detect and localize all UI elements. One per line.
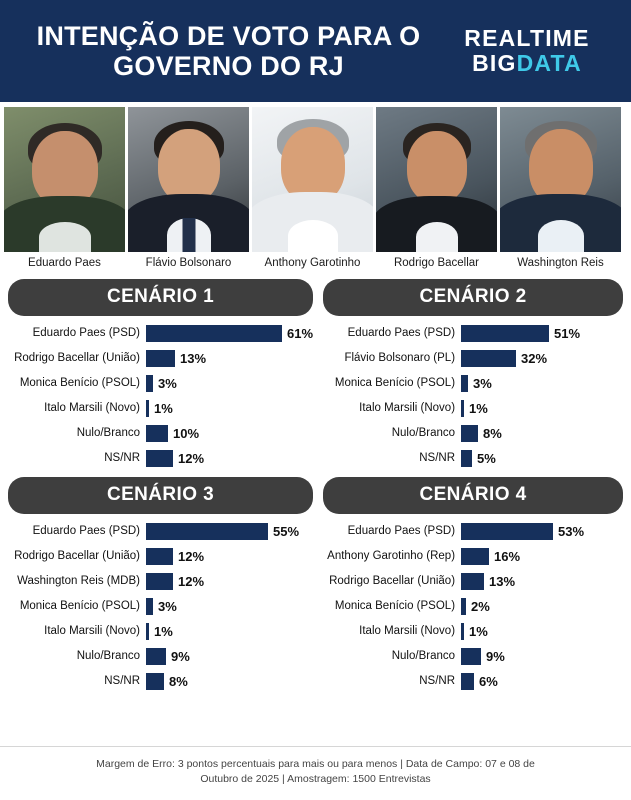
scenario-title: CENÁRIO 1 — [8, 279, 313, 316]
bar-value: 6% — [479, 673, 498, 689]
candidate-name: Washington Reis — [517, 257, 604, 269]
bar-row — [323, 570, 623, 592]
brand-big: BIG — [472, 49, 517, 76]
bar-label: Italo Marsili (Novo) — [44, 402, 140, 414]
scenario-title: CENÁRIO 4 — [323, 477, 623, 514]
bar-row — [323, 620, 623, 642]
bar-label: Italo Marsili (Novo) — [44, 625, 140, 637]
scenario-1 — [8, 279, 313, 469]
bar-value: 1% — [469, 623, 488, 639]
bar-label: NS/NR — [104, 452, 140, 464]
bar — [146, 598, 153, 615]
candidate-card — [500, 107, 621, 273]
bar-row — [8, 447, 313, 469]
bar-value: 61% — [287, 325, 314, 341]
bar-label: Rodrigo Bacellar (União) — [14, 550, 140, 562]
bar — [146, 375, 153, 392]
bar — [461, 573, 484, 590]
bar-value: 9% — [171, 648, 190, 664]
scenario-4 — [323, 477, 623, 692]
bar-value: 55% — [273, 523, 300, 539]
bar-label: Nulo/Branco — [391, 650, 456, 662]
bar — [461, 548, 489, 565]
bar — [146, 325, 282, 342]
bar-rows — [8, 322, 313, 469]
bar-label: Nulo/Branco — [391, 427, 456, 439]
bar — [146, 523, 268, 540]
scenario-grid — [0, 273, 631, 692]
bar-value: 1% — [154, 623, 173, 639]
scenario-3 — [8, 477, 313, 692]
bar-value: 13% — [489, 573, 516, 589]
bar-row — [323, 372, 623, 394]
bar-label: Nulo/Branco — [76, 427, 140, 439]
bar-value: 13% — [180, 350, 207, 366]
bar — [461, 523, 553, 540]
bar-value: 16% — [494, 548, 521, 564]
bar-label: Rodrigo Bacellar (União) — [329, 575, 456, 587]
bar-label: Monica Benício (PSOL) — [334, 600, 456, 612]
bar-row — [323, 447, 623, 469]
bar-label: Anthony Garotinho (Rep) — [327, 550, 456, 562]
bar — [461, 375, 468, 392]
bar-label: Eduardo Paes (PSD) — [347, 327, 456, 339]
bar-row — [8, 322, 313, 344]
bar-row — [8, 595, 313, 617]
scenario-title: CENÁRIO 2 — [323, 279, 623, 316]
bar — [146, 648, 166, 665]
bar-rows — [8, 520, 313, 692]
bar-value: 3% — [473, 375, 492, 391]
bar-value: 3% — [158, 375, 177, 391]
bar-label: Monica Benício (PSOL) — [334, 377, 456, 389]
bar — [146, 350, 175, 367]
bar-row — [323, 520, 623, 542]
bar-row — [8, 670, 313, 692]
bar-label: Eduardo Paes (PSD) — [32, 525, 140, 537]
bar — [461, 425, 478, 442]
bar-value: 12% — [178, 548, 205, 564]
candidate-photo-eduardo-paes — [4, 107, 125, 252]
bar-row — [8, 645, 313, 667]
bar-value: 10% — [173, 425, 200, 441]
candidate-photo-anthony-garotinho — [252, 107, 373, 252]
brand-realtime: REALTIME — [464, 24, 590, 51]
bar-row — [8, 347, 313, 369]
footer-note — [0, 746, 631, 800]
bar-value: 2% — [471, 598, 490, 614]
footer-line-1: Margem de Erro: 3 pontos percentuais para mais ou para menos | Data de Campo: 07 e 08 de — [96, 757, 535, 770]
bar — [146, 425, 168, 442]
bar-row — [323, 347, 623, 369]
candidate-name: Rodrigo Bacellar — [393, 257, 479, 269]
scenario-2 — [323, 279, 623, 469]
candidate-card — [252, 107, 373, 273]
bar-row — [8, 545, 313, 567]
bar — [461, 450, 472, 467]
candidate-name: Anthony Garotinho — [264, 257, 361, 269]
bar — [146, 573, 173, 590]
candidate-strip — [0, 102, 631, 273]
candidate-name: Flávio Bolsonaro — [145, 257, 232, 269]
scenario-title: CENÁRIO 3 — [8, 477, 313, 514]
bar-row — [323, 595, 623, 617]
bar-label: NS/NR — [419, 452, 456, 464]
bar-label: Monica Benício (PSOL) — [19, 377, 140, 389]
bar-label: Ítalo Marsili (Novo) — [359, 625, 456, 637]
bar — [461, 325, 549, 342]
bar-value: 53% — [558, 523, 585, 539]
candidate-card — [4, 107, 125, 273]
bar-row — [8, 620, 313, 642]
bar-row — [8, 422, 313, 444]
brand-logo — [443, 26, 615, 77]
bar-value: 1% — [469, 400, 488, 416]
bar-row — [323, 670, 623, 692]
footer-line-2: Outubro de 2025 | Amostragem: 1500 Entrevistas — [200, 773, 431, 786]
bar-label: Eduardo Paes (PSD) — [32, 327, 140, 339]
candidate-photo-flavio-bolsonaro — [128, 107, 249, 252]
bar-value: 5% — [477, 450, 496, 466]
bar-row — [323, 322, 623, 344]
bar-value: 51% — [554, 325, 581, 341]
bar-row — [323, 397, 623, 419]
bar — [461, 350, 516, 367]
bar-label: Eduardo Paes (PSD) — [347, 525, 456, 537]
bar-row — [8, 570, 313, 592]
bar — [146, 450, 173, 467]
candidate-card — [128, 107, 249, 273]
bar — [146, 673, 164, 690]
bar-row — [8, 397, 313, 419]
bar — [461, 673, 474, 690]
candidate-photo-washington-reis — [500, 107, 621, 252]
page-title: INTENÇÃO DE VOTO PARA O GOVERNO DO RJ — [36, 20, 421, 81]
bar-label: Nulo/Branco — [76, 650, 140, 662]
bar-value: 1% — [154, 400, 173, 416]
bar-row — [323, 645, 623, 667]
header — [0, 0, 631, 102]
bar-label: Washington Reis (MDB) — [17, 575, 140, 587]
bar-label: Italo Marsili (Novo) — [359, 402, 456, 414]
brand-bigdata — [443, 50, 611, 76]
bar — [461, 648, 481, 665]
candidate-card — [376, 107, 497, 273]
bar-value: 8% — [169, 673, 188, 689]
bar-value: 8% — [483, 425, 502, 441]
bar-rows — [323, 520, 623, 692]
bar-row — [323, 545, 623, 567]
bar — [146, 548, 173, 565]
bar-value: 32% — [521, 350, 548, 366]
bar-label: NS/NR — [419, 675, 456, 687]
bar-value: 12% — [178, 573, 205, 589]
candidate-photo-rodrigo-bacellar — [376, 107, 497, 252]
bar-value: 12% — [178, 450, 205, 466]
bar-row — [8, 372, 313, 394]
bar-row — [8, 520, 313, 542]
candidate-name: Eduardo Paes — [28, 257, 101, 269]
bar-value: 3% — [158, 598, 177, 614]
bar-label: Monica Benício (PSOL) — [19, 600, 140, 612]
bar-row — [323, 422, 623, 444]
bar-value: 9% — [486, 648, 505, 664]
bar-label: NS/NR — [104, 675, 140, 687]
brand-data: DATA — [516, 49, 582, 76]
bar-label: Rodrigo Bacellar (União) — [14, 352, 140, 364]
bar-label: Flávio Bolsonaro (PL) — [344, 352, 456, 364]
bar-rows — [323, 322, 623, 469]
